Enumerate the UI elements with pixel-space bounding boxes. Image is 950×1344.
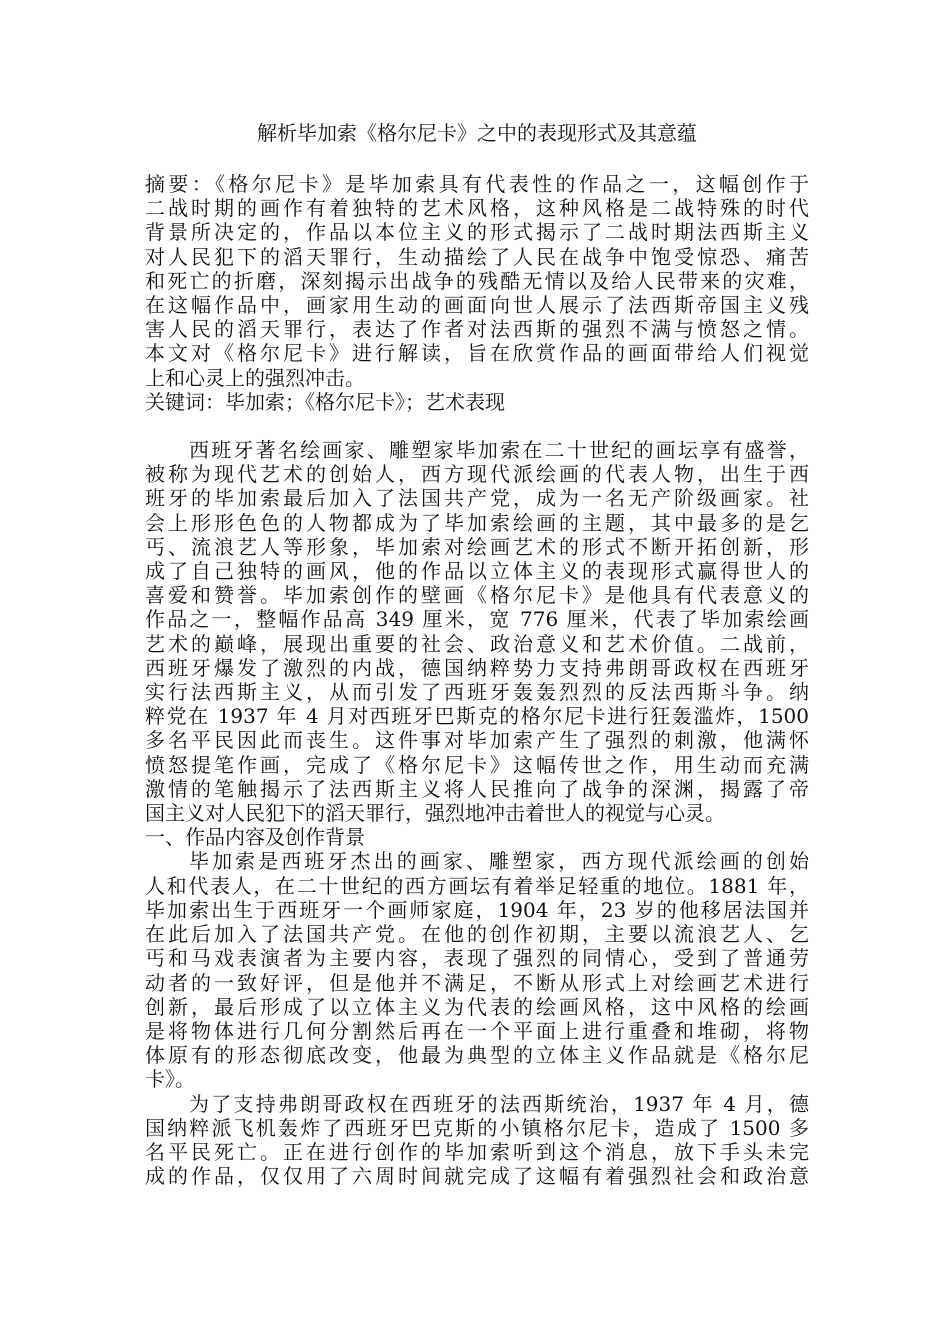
abstract-line: 二战时期的画作有着独特的艺术风格，这种风格是二战特殊的时代 (145, 196, 809, 221)
paragraph-line: 粹党在 1937 年 4 月对西班牙巴斯克的格尔尼卡进行狂轰滥炸，1500 (145, 704, 809, 729)
paragraph-line: 激情的笔触揭示了法西斯主义将人民推向了战争的深渊，揭露了帝 (145, 776, 809, 801)
section-heading: 一、作品内容及创作背景 (145, 825, 365, 850)
paragraph-line: 是将物体进行几何分割然后再在一个平面上进行重叠和堆砌，将物 (145, 1018, 809, 1043)
paragraph-line: 愤怒提笔作画，完成了《格尔尼卡》这幅传世之作，用生动而充满 (145, 752, 809, 777)
abstract-line: 上和心灵上的强烈冲击。 (145, 365, 365, 390)
paragraph-3 (145, 1092, 809, 1189)
paragraph-line: 丐、流浪艺人等形象，毕加索对绘画艺术的形式不断开拓创新，形 (145, 534, 809, 559)
paragraph-line: 创新，最后形成了以立体主义为代表的绘画风格，这中风格的绘画 (145, 994, 809, 1019)
paragraph-line: 国纳粹派飞机轰炸了西班牙巴克斯的小镇格尔尼卡，造成了 1500 多 (145, 1115, 809, 1140)
paragraph-line: 在此后加入了法国共产党。在他的创作初期，主要以流浪艺人、乞 (145, 922, 809, 947)
paragraph-line: 人和代表人，在二十世纪的西方画坛有着举足轻重的地位。1881 年， (145, 873, 809, 898)
abstract-line: 和死亡的折磨，深刻揭示出战争的残酷无情以及给人民带来的灾难， (145, 268, 809, 293)
paragraph-line: 作品之一，整幅作品高 349 厘米，宽 776 厘米，代表了毕加索绘画 (145, 607, 809, 632)
abstract (145, 172, 809, 390)
paragraph-line: 体原有的形态彻底改变，他最为典型的立体主义作品就是《格尔尼 (145, 1043, 809, 1068)
spacer (145, 414, 809, 438)
paragraph-line: 丐和马戏表演者为主要内容，表现了强烈的同情心，受到了普通劳 (145, 946, 809, 971)
paragraph-line: 会上形形色色的人物都成为了毕加索绘画的主题，其中最多的是乞 (145, 510, 809, 535)
paragraph-line: 名平民死亡。正在进行创作的毕加索听到这个消息，放下手头未完 (145, 1139, 809, 1164)
paragraph-line: 西班牙著名绘画家、雕塑家毕加索在二十世纪的画坛享有盛誉， (189, 438, 809, 463)
document-page (145, 118, 809, 1188)
abstract-line: 摘要：《格尔尼卡》是毕加索具有代表性的作品之一，这幅创作于 (145, 172, 809, 196)
abstract-line: 害人民的滔天罪行，表达了作者对法西斯的强烈不满与愤怒之情。 (145, 317, 809, 342)
abstract-line: 背景所决定的，作品以本位主义的形式揭示了二战时期法西斯主义 (145, 220, 809, 245)
paragraph-line: 为了支持弗朗哥政权在西班牙的法西斯统治，1937 年 4 月，德 (189, 1091, 809, 1116)
paragraph-line: 动者的一致好评，但是他并不满足，不断从形式上对绘画艺术进行 (145, 970, 809, 995)
paragraph-line: 毕加索出生于西班牙一个画师家庭，1904 年，23 岁的他移居法国并 (145, 897, 809, 922)
paragraph-line: 成了自己独特的画风，他的作品以立体主义的表现形式赢得世人的 (145, 559, 809, 584)
document-title: 解析毕加索《格尔尼卡》之中的表现形式及其意蕴 (257, 121, 697, 145)
paragraph-line: 艺术的巅峰，展现出重要的社会、政治意义和艺术价值。二战前， (145, 631, 809, 656)
paragraph-line: 实行法西斯主义，从而引发了西班牙轰轰烈烈的反法西斯斗争。纳 (145, 680, 809, 705)
abstract-line: 在这幅作品中，画家用生动的画面向世人展示了法西斯帝国主义残 (145, 293, 809, 318)
paragraph-2 (145, 849, 809, 1091)
paragraph-line: 班牙的毕加索最后加入了法国共产党，成为一名无产阶级画家。社 (145, 486, 809, 511)
paragraph-1 (145, 438, 809, 825)
paragraph-line: 喜爱和赞誉。毕加索创作的壁画《格尔尼卡》是他具有代表意义的 (145, 583, 809, 608)
paragraph-line: 毕加索是西班牙杰出的画家、雕塑家，西方现代派绘画的创始 (189, 849, 809, 874)
paragraph-line: 卡》。 (145, 1067, 195, 1092)
paragraph-line: 被称为现代艺术的创始人，西方现代派绘画的代表人物，出生于西 (145, 462, 809, 487)
paragraph-line: 成的作品，仅仅用了六周时间就完成了这幅有着强烈社会和政治意 (145, 1164, 809, 1189)
paragraph-line: 西班牙爆发了激烈的内战，德国纳粹势力支持弗朗哥政权在西班牙 (145, 655, 809, 680)
keywords: 关键词：毕加索；《格尔尼卡》；艺术表现 (145, 389, 505, 414)
paragraph-line: 国主义对人民犯下的滔天罪行，强烈地冲击着世人的视觉与心灵。 (145, 801, 725, 826)
abstract-line: 对人民犯下的滔天罪行，生动描绘了人民在战争中饱受惊恐、痛苦 (145, 244, 809, 269)
paragraph-line: 多名平民因此而丧生。这件事对毕加索产生了强烈的刺激，他满怀 (145, 728, 809, 753)
abstract-line: 本文对《格尔尼卡》进行解读，旨在欣赏作品的画面带给人们视觉 (145, 341, 809, 366)
